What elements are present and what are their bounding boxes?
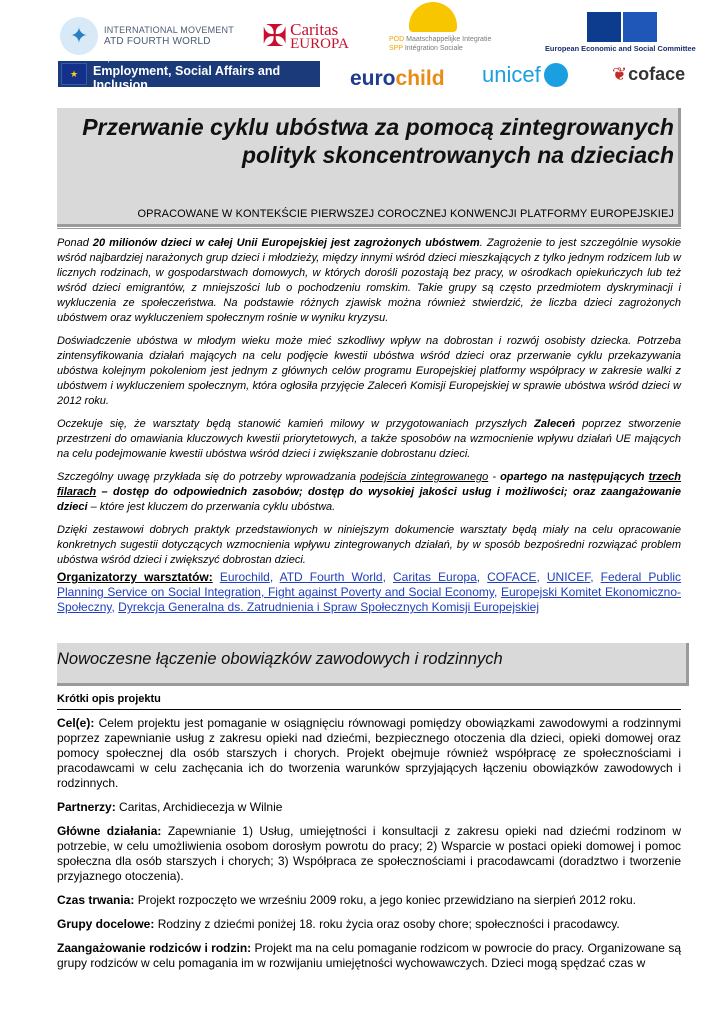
organizer-link-atd[interactable]: ATD Fourth World — [279, 570, 383, 584]
sun-icon — [409, 2, 457, 32]
section-title: Nowoczesne łączenie obowiązków zawodowych i rodzinnych — [57, 650, 503, 668]
poo-prefix1: POD — [389, 36, 405, 43]
eurochild-logo — [350, 66, 445, 92]
text-run: – które jest kluczem do przerwania cyklu ubóstwa. — [87, 501, 336, 513]
eesc-name: European Economic and Social Committee — [545, 44, 696, 53]
project-goal — [57, 716, 681, 791]
intro-paragraph-4 — [57, 470, 681, 515]
field-label: Grupy docelowe: — [57, 917, 155, 931]
text-run: Ponad — [57, 237, 93, 249]
text-run-bold-underlined: trzech filarach — [57, 471, 682, 498]
text-run-bold: 20 milionów dzieci w całej Unii Europejskiej jest zagrożonych ubóstwem — [92, 237, 480, 249]
intro-paragraph-2: Doświadczenie ubóstwa w młodym wieku może mieć szkodliwy wpływ na dobrostan i rozwój osobisty dziecka. Potrzeba zintensyfikowania działań mających na celu podjęcie kwestii ubóstwa wśród dzieci oraz przerwanie cyklu przekazywania ubóstwa kolejnym pokoleniom jest jednym z głównych celów programu Europejskiej platformy współpracy w zakresie walki z ubóstwem i wykluczeniem społecznym, która ogłosiła przyjęcie Zaleceń Komisji Europejskiej w sprawie ubóstwa wśród dzieci w 2012 roku. — [57, 335, 681, 407]
section-header-box — [57, 643, 689, 686]
project-partners — [57, 800, 681, 815]
poo-line2: Intégration Sociale — [404, 45, 463, 52]
coface-symbol-icon: ❦ — [612, 63, 628, 84]
field-label: Partnerzy: — [57, 800, 116, 814]
page-title: Przerwanie cyklu ubóstwa za pomocą zintegrowanych polityk skoncentrowanych na dzieciach — [82, 114, 674, 168]
project-main-activities — [57, 824, 681, 884]
project-heading: Krótki opis projektu — [57, 693, 161, 705]
ec-line2: Employment, Social Affairs and Inclusion — [93, 64, 281, 92]
text-run: - — [488, 471, 501, 483]
unicef-name: unicef — [482, 62, 541, 87]
text-run-bold: – dostęp do odpowiednich zasobów; dostęp do wysokiej jakości usług i możliwości; oraz zaangażowanie dzieci — [57, 486, 681, 513]
caritas-europa-logo — [262, 18, 349, 56]
organizers: Organizatorzy warsztatów: Eurochild, ATD Fourth World, Caritas Europa, COFACE, UNICEF, Federal Public Planning Service on Social Integration, Fight against Poverty and Social Economy, Europejski Komitet Ekonomiczno-Społeczny, Dyrekcja Generalna ds. Zatrudnienia i Spraw Społecznych Komisji Europejskiej — [57, 570, 682, 614]
project-duration — [57, 893, 681, 908]
divider — [57, 228, 681, 229]
field-label: Główne działania: — [57, 824, 162, 838]
eesc-logo — [545, 12, 725, 56]
eu-stars-icon: ★ — [61, 63, 87, 85]
project-description — [57, 716, 681, 980]
unicef-logo — [482, 60, 568, 90]
organizer-link-caritas[interactable]: Caritas Europa — [392, 570, 477, 584]
organizer-link-eesc[interactable]: Europejski Komitet Ekonomiczno-Społeczny — [57, 585, 681, 614]
field-value: Projekt rozpoczęto we wrześniu 2009 roku, a jego koniec przewidziano na sierpień 2012 roku. — [134, 893, 636, 907]
intro-paragraph-3 — [57, 417, 681, 462]
poo-prefix2: SPP — [389, 45, 403, 52]
project-target-groups — [57, 917, 681, 932]
intro-paragraph-5: Dzięki zestawowi dobrych praktyk przedstawionych w niniejszym dokumencie warsztaty będą miały na celu opracowanie konkretnych sugestii dotyczących wzmocnienia wpływu zintegrowanych działań, by w sposób bezpośredni rozwiązać problem ubóstwa wśród dzieci i zwiększyć dobrostan dzieci. — [57, 524, 681, 566]
coface-logo — [612, 58, 685, 90]
text-run: . Zagrożenie to jest szczególnie wysokie wśród najbardziej narażonych grup dzieci i młodzieży, między innymi wśród dzieci mieszkających z tylko jednym rodzicem lub w licznych rodzinach, w gospodarstwach domowych, w których dorośli pozostają bez pracy, w ośrodkach opiekuńczych lub też wśród dzieci emigrantów, z mniejszości lub o pochodzeniu romskim. Takie grupy są często przedmiotem dyskryminacji i wykluczenia ze społeczeństwa. Na podstawie różnych zjawisk można również stwierdzić, że liczba dzieci zagrożonych ubóstwem oraz wykluczeniem społecznym rośnie w wyniku kryzysu. — [57, 237, 681, 324]
eurochild-part1: euro — [350, 67, 396, 90]
text-run-underlined: podejścia zintegrowanego — [360, 471, 489, 483]
page-subtitle: OPRACOWANE W KONTEKŚCIE PIERWSZEJ COROCZNEJ KONWENCJI PLATFORMY EUROPEJSKIEJ — [137, 208, 674, 220]
project-parent-involvement — [57, 941, 681, 971]
atd-figure-icon: ✦ — [60, 17, 98, 55]
atd-logo-line1: INTERNATIONAL MOVEMENT — [104, 25, 234, 35]
organizer-link-unicef[interactable]: UNICEF — [546, 570, 591, 584]
logo-strip — [0, 0, 725, 100]
caritas-cross-icon: ✠ — [262, 20, 288, 53]
organizers-label: Organizatorzy warsztatów: — [57, 570, 213, 584]
caritas-logo-sub: EUROPA — [290, 36, 349, 52]
text-run-bold: opartego na następujących — [500, 471, 649, 483]
intro-paragraph-1 — [57, 236, 681, 326]
eu-flag-icon — [587, 12, 621, 42]
text-run: poprzez stworzenie przestrzeni do omawiania kluczowych kwestii priorytetowych, a także sposobów na wzmocnienie wpływu działań UE mających na celu podejmowanie kwestii ubóstwa wśród dzieci i zwiększanie dobrostanu dzieci. — [57, 418, 681, 460]
intro-text — [57, 236, 681, 576]
field-label: Czas trwania: — [57, 893, 135, 907]
field-value: Celem projektu jest pomaganie w osiągnięciu równowagi pomiędzy obowiązkami zawodowymi a rodzinnymi poprzez zapewnianie usług z zakresu opieki nad dziećmi, bezpiecznego otoczenia dla dzieci, opieki domowej oraz pomocy społecznej dla osób starszych i chorych. Projekt obejmuje również współpracę ze społecznościami i pracodawcami w celu zachęcania ich do tworzenia warunków sprzyjających łączeniu obowiązków zawodowych i rodzinnych. — [57, 716, 681, 790]
atd-fourth-world-logo — [60, 14, 250, 58]
unicef-globe-icon — [544, 63, 568, 87]
organizer-link-federal-public-planning[interactable]: Federal Public Planning Service on Social Integration, Fight against Poverty and Social Economy — [57, 570, 682, 599]
field-value: Rodziny z dziećmi poniżej 18. roku życia oraz osoby chore; społeczności i pracodawcy. — [154, 917, 620, 931]
coface-name: coface — [628, 63, 686, 84]
field-label: Zaangażowanie rodziców i rodzin: — [57, 941, 252, 955]
field-value: Zapewnianie 1) Usług, umiejętności i konsultacji z zakresu opieki nad dziećmi rodzinom w potrzebie, w celu umożliwienia osobom dorosłym powrotu do pracy; 2) Wsparcie w postaci opieki domowej i pomoc społeczna dla osób starszych i chorych; 3) Współpraca ze społecznościami i pracodawcami (doradztwo i tworzenie przyjaznego otoczenia). — [57, 824, 681, 883]
field-value: Projekt ma na celu pomaganie rodzicom w powrocie do pracy. Organizowane są grupy rodziców w celu pomagania im w rozwijaniu umiejętności wychowawczych. Dzieci mogą spędzać czas w — [57, 941, 682, 970]
organizer-link-coface[interactable]: COFACE — [487, 570, 537, 584]
text-run-bold: Zaleceń — [534, 418, 576, 430]
poo-spp-logo — [385, 2, 505, 60]
eurochild-part2: child — [395, 67, 445, 90]
field-label: Cel(e): — [57, 716, 95, 730]
field-value: Caritas, Archidiecezja w Wilnie — [115, 800, 283, 814]
text-run: Oczekuje się, że warsztaty będą stanowić kamień milowy w przygotowaniach przyszłych — [57, 418, 535, 430]
organizer-link-eurochild[interactable]: Eurochild — [219, 570, 270, 584]
ec-line1: European Commission — [93, 56, 164, 63]
poo-line1: Maatschappelijke Integratie — [406, 36, 492, 43]
atd-logo-line2: ATD FOURTH WORLD — [104, 36, 211, 47]
title-box — [57, 108, 681, 227]
divider — [57, 709, 681, 710]
caritas-logo-name: Caritas — [290, 20, 339, 39]
organizer-link-dg-employment[interactable]: Dyrekcja Generalna ds. Zatrudnienia i Spraw Społecznych Komisji Europejskiej — [118, 600, 540, 614]
eesc-emblem-icon — [623, 12, 657, 42]
european-commission-banner — [58, 56, 320, 92]
text-run: Szczególny uwagę przykłada się do potrzeby wprowadzania — [57, 471, 361, 483]
